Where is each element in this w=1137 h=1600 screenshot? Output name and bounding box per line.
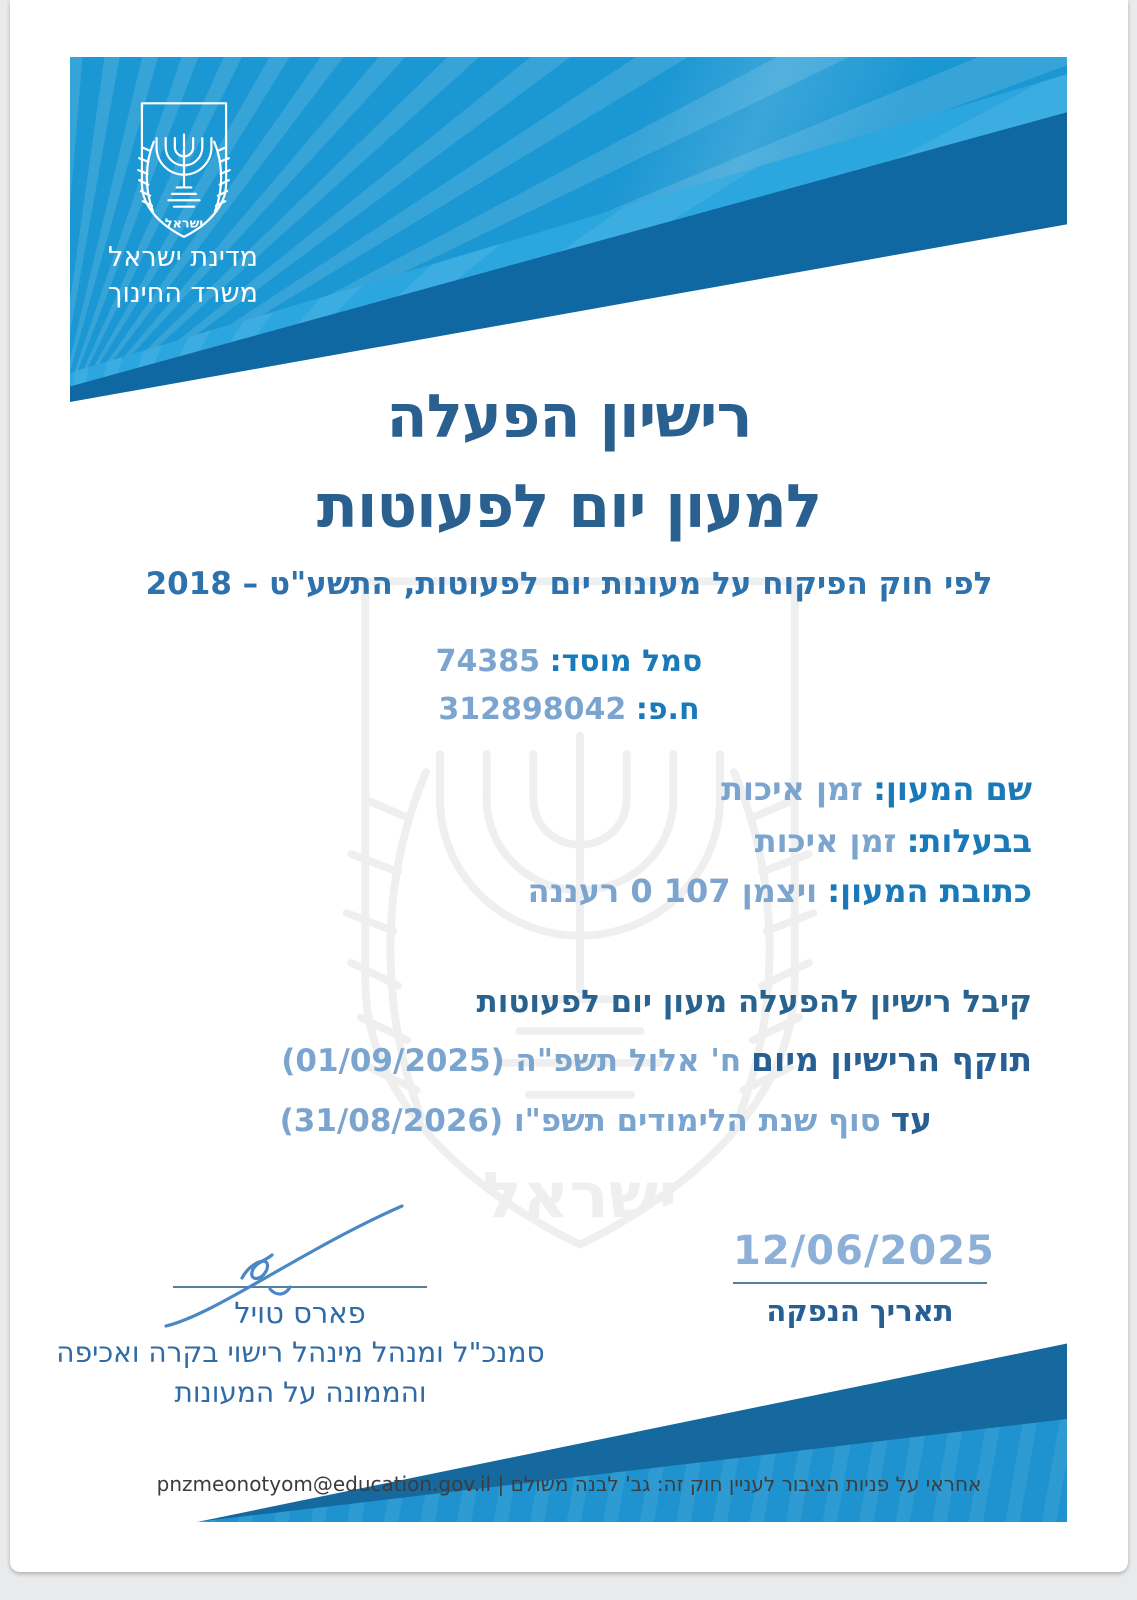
company-id-line [10,692,1128,727]
issue-date-value: 12/06/2025 [733,1228,995,1274]
validity-to-value: סוף שנת הלימודים תשפ"ו (31/08/2026) [279,1103,881,1139]
address-label: כתובת המעון: [827,872,1032,910]
daycare-name-label: שם המעון: [873,770,1032,808]
ministry-name [83,240,283,312]
grant-statement: קיבל רישיון להפעלה מעון יום לפעוטות [476,984,1032,1020]
doc-subtitle: לפי חוק הפיקוח על מעונות יום לפעוטות, התשע"ט – 2018 [145,566,993,602]
footer-contact-line: אחראי על פניות הציבור לעניין חוק זה: גב' לבנה משולם | pnzmeonotyom@education.gov.il [156,1472,982,1496]
emblem-inscription: ישראל [164,216,204,232]
signatory-role-line2: והממונה על המעונות [174,1376,427,1409]
validity-to-label: עד [890,1100,932,1139]
company-id-value: 312898042 [438,692,627,727]
validity-from-label: תוקף הרישיון מיום [751,1040,1032,1079]
signatory-role-line1: סמנכ"ל ומנהל מינהל רישוי בקרה ואכיפה [56,1336,545,1369]
company-id-label: ח.פ: [635,692,700,727]
signature-icon [150,1192,420,1337]
ministry-name-line: משרד החינוך [107,278,259,309]
doc-title-line2: למעון יום לפעוטות [316,472,822,542]
ownership-value: זמן איכות [754,822,897,860]
institution-symbol-line [10,644,1128,679]
institution-symbol-value: 74385 [435,644,541,679]
issue-date-rule [733,1282,987,1284]
validity-to-line [280,1100,932,1139]
detail-row-name [721,770,1032,808]
daycare-name-value: זמן איכות [721,770,863,808]
issue-date-label: תאריך הנפקה [766,1294,954,1328]
validity-from-line [281,1040,1032,1079]
detail-row-address [528,872,1032,910]
signatory-name: פארס טויל [234,1296,366,1330]
doc-title-line1: רישיון הפעלה [386,382,752,452]
document-page [10,0,1128,1572]
address-value: ויצמן 107 0 רעננה [527,872,818,910]
detail-row-ownership [755,822,1032,860]
institution-symbol-label: סמל מוסד: [549,644,703,679]
watermark-inscription: ישראל [482,1159,678,1234]
state-name-line: מדינת ישראל [107,242,259,273]
ownership-label: בבעלות: [906,822,1032,860]
validity-from-value: ח' אלול תשפ"ה (01/09/2025) [281,1043,742,1079]
israel-state-emblem-icon [128,96,240,246]
